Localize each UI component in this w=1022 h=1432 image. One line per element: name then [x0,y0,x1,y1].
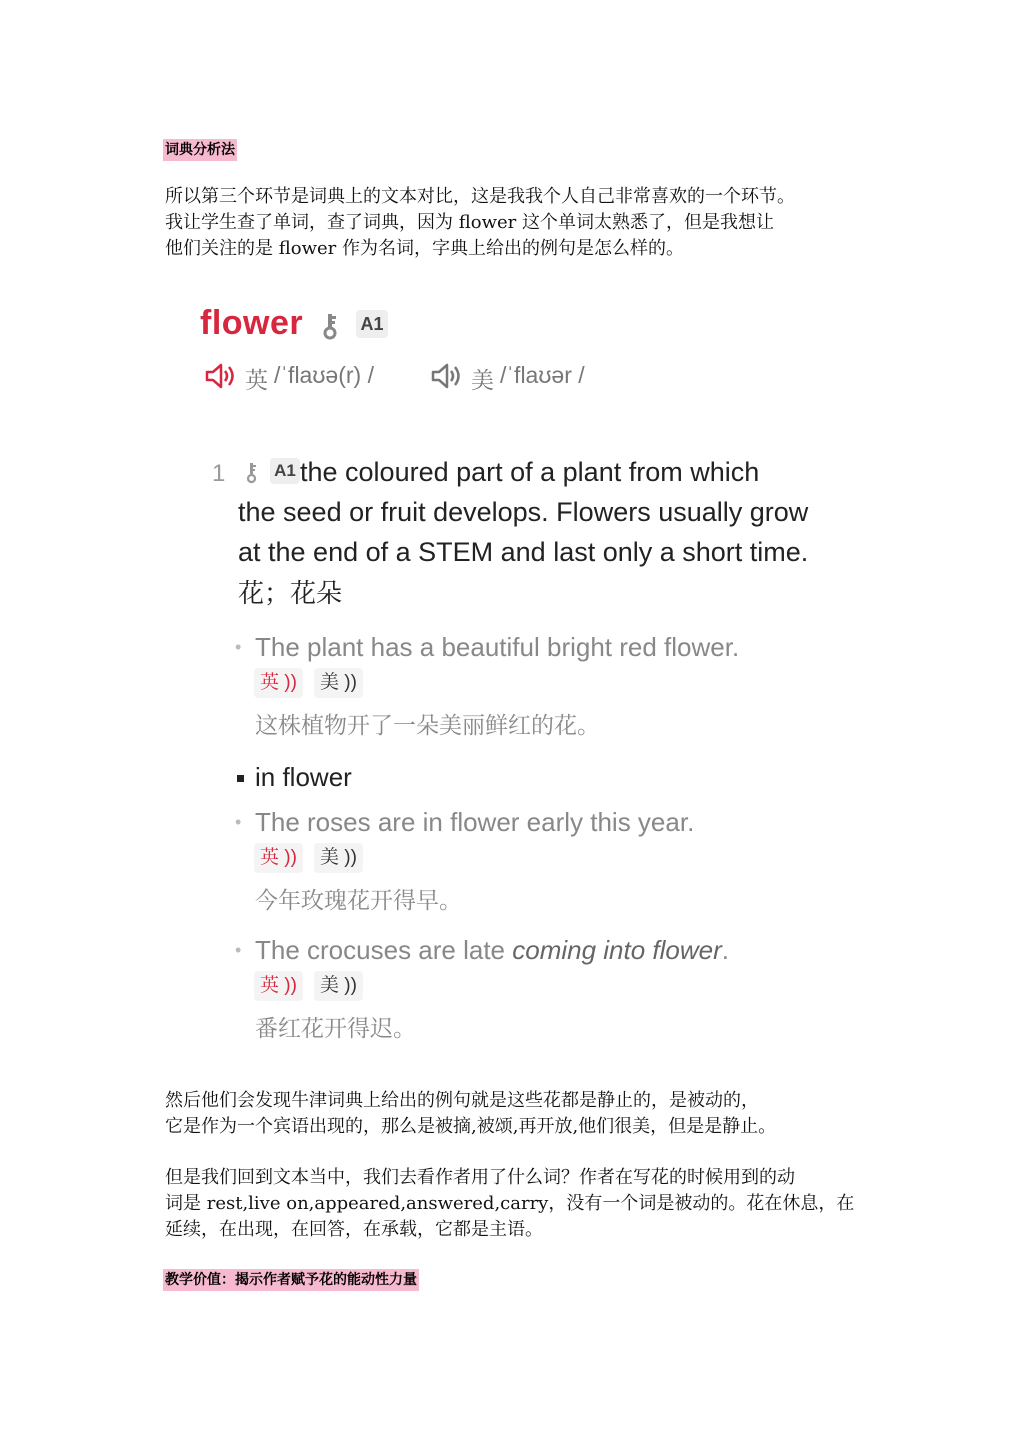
us-audio-button[interactable]: 美 )) [314,668,363,698]
intro-paragraph [165,184,865,262]
dictionary-entry [190,290,870,1060]
us-ipa: /ˈflaʊər / [500,362,585,388]
definition-line: the coloured part of a plant from which [300,457,760,487]
text-line: 我让学生查了单词，查了词典，因为 flower 这个单词太熟悉了，但是我想让 [165,212,774,233]
example-sentence: The roses are in flower early this year. [255,807,695,837]
section-heading-dictionary-analysis: 词典分析法 [163,139,237,161]
definition-line: the seed or fruit develops. Flowers usually grow [238,497,809,527]
idiom-bullet [237,775,244,782]
definition-line: at the end of a STEM and last only a short time. [238,537,809,567]
uk-ipa: /ˈflaʊə(r) / [274,362,374,388]
us-label: 美 [471,367,494,393]
us-audio-button[interactable]: 美 )) [314,971,363,1001]
uk-audio-button[interactable]: 英 )) [254,668,303,698]
text-comparison-paragraph [165,1165,865,1243]
example-bullet: • [235,637,242,657]
example-translation: 今年玫瑰花开得早。 [255,887,462,913]
example-bullet: • [235,812,242,832]
headword: flower [200,304,304,342]
text-line: 然后他们会发现牛津词典上给出的例句就是这些花都是静止的，是被动的， [165,1090,759,1111]
us-speaker-icon[interactable] [430,362,464,395]
example-sentence: The crocuses are late coming into flower. [255,935,730,965]
uk-audio-button[interactable]: 英 )) [254,843,303,873]
example-translation: 番红花开得迟。 [255,1015,416,1041]
uk-audio-button[interactable]: 英 )) [254,971,303,1001]
text-line: 所以第三个环节是词典上的文本对比，这是我我个人自己非常喜欢的一个环节。 [165,186,795,207]
key-icon [322,312,338,345]
text-line: 延续，在出现，在回答，在承载，它都是主语。 [165,1219,543,1240]
uk-speaker-icon[interactable] [204,362,238,395]
idiom: in flower [255,762,352,792]
text-line: 它是作为一个宾语出现的，那么是被摘,被颂,再开放,他们很美，但是是静止。 [165,1116,777,1137]
uk-label: 英 [245,367,268,393]
analysis-paragraph [165,1088,865,1140]
example-bullet: • [235,940,242,960]
us-audio-button[interactable]: 美 )) [314,843,363,873]
sense-number: 1 [212,460,226,487]
definition-chinese: 花；花朵 [238,578,343,608]
sense-level-badge: A1 [270,458,300,484]
definition [238,452,858,572]
text-line: 词是 rest,live on,appeared,answered,carry，没有一个词是被动的。花在休息，在 [165,1193,855,1214]
text-line: 他们关注的是 flower 作为名词，字典上给出的例句是怎么样的。 [165,238,684,259]
section-heading-teaching-value: 教学价值：揭示作者赋予花的能动性力量 [163,1269,419,1291]
example-sentence: The plant has a beautiful bright red flower. [255,632,740,662]
example-translation: 这株植物开了一朵美丽鲜红的花。 [255,712,600,738]
text-line: 但是我们回到文本当中，我们去看作者用了什么词？作者在写花的时候用到的动 [165,1167,795,1188]
level-badge: A1 [356,310,388,338]
